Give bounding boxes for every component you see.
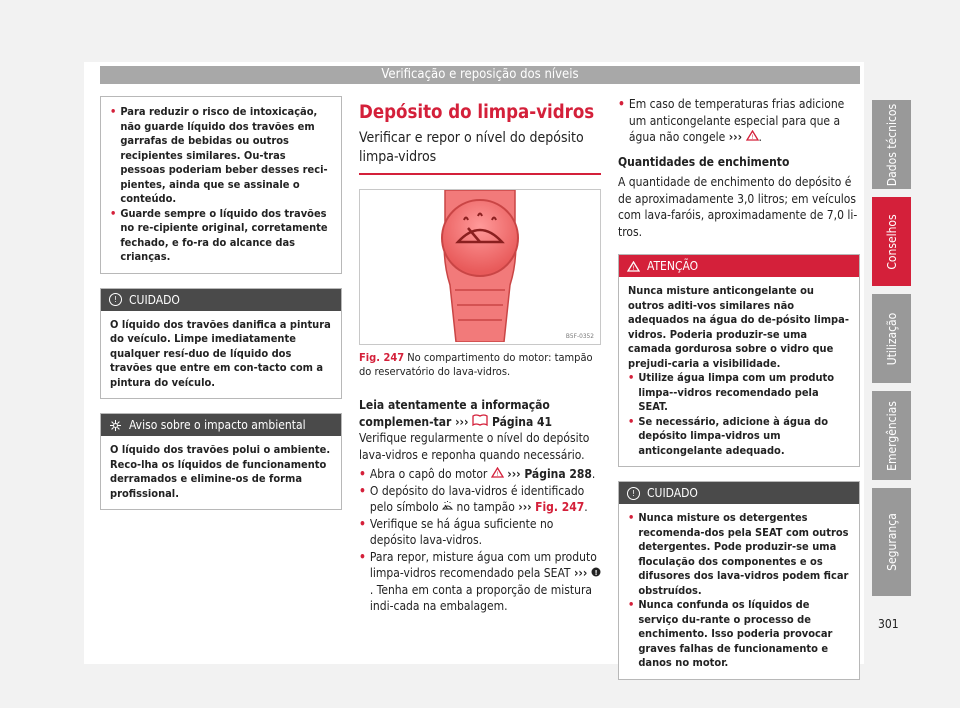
tab-dados-tecnicos[interactable]: Dados técnicos [872,100,911,189]
tab-seguranca[interactable]: Segurança [872,488,911,596]
bullet-icon: • [359,483,366,498]
figure-number: Fig. 247 [359,351,405,364]
bullet-icon: • [359,516,366,531]
intro-text: Leia atentamente a informação complemen-tar ››› Página 41 [359,398,553,429]
bullet-icon: • [110,105,117,118]
bullet-icon: • [359,549,366,564]
tab-emergencias[interactable]: Emergências [872,391,911,480]
section-title: Depósito do limpa-vidros [359,102,595,123]
column-1 [100,96,342,510]
environment-box [100,413,342,510]
environment-header: Aviso sobre o impacto ambiental [101,414,341,436]
bullet-item: • O depósito do lava-vidros é identificado pelo símbolo no tampão ››› Fig. 247. [359,483,588,514]
cuidado-header: ! CUIDADO [101,289,341,311]
figure-247 [359,189,601,345]
bullet-item: • Nunca misture os detergentes recomenda-dos pela SEAT com outros detergentes. Pode produzir-se uma floculação dos componentes e os difusores dos lava-vidros podem ficar obstruídos. [628,511,849,597]
bullet-item: • Nunca confunda os líquidos de serviço du-rante o processo de enchimento. Isso poderia provocar graves falhas de funcionamento e danos no motor. [628,598,833,669]
tab-utilizacao[interactable]: Utilização [872,294,911,383]
bullet-icon: • [359,467,366,481]
warning-continuation-box [100,96,342,274]
page-number: 301 [878,617,899,631]
atencao-box [618,254,860,467]
tab-conselhos[interactable]: Conselhos [872,197,911,286]
bullet-item: • Para reduzir o risco de intoxicação, não guarde líquido dos travões em garrafas de bebidas ou outros recipientes similares. Ou-tras pessoas poderiam beber desses reci-pientes, ainda que se assinale o conteúdo. [110,105,328,205]
svg-text:!: ! [594,569,598,577]
bullet-icon: • [628,371,635,384]
leaf-icon [109,419,122,432]
bullet-item: • Em caso de temperaturas frias adicione um anticongelante especial para que a água não congele ››› ! . [618,97,845,144]
quantities-title: Quantidades de enchimento [618,154,790,169]
bullet-item: • Para repor, misture água com um produto limpa-vidros recomendado pela SEAT ››› ! . Tenha em conta a proporção de mistura indi-cada na embalagem. [359,549,601,615]
figure-code: B5F-0352 [565,332,594,340]
bullet-icon: • [618,97,625,111]
figure-ref-link[interactable]: Fig. 247 [535,500,585,514]
svg-text:!: ! [750,134,754,141]
bullet-icon: • [110,206,117,220]
bullet-icon: • [628,598,635,611]
column-2 [359,96,601,615]
section-subtitle: Verificar e repor o nível do depósito limpa-vidros [359,130,584,165]
column-3 [618,96,860,680]
quantities-text: A quantidade de enchimento do depósito é de aproximadamente 3,0 litros; em veículos com lava-faróis, aproximadamente de 7,0 li-tros. [618,175,858,239]
bullet-item: • Utilize água limpa com um produto limpa--vidros recomendado pela SEAT. [628,371,835,413]
washer-cap-illustration [360,190,600,342]
warning-triangle-icon [627,261,640,272]
body-text: Verifique regularmente o nível do depósito lava-vidros e reponha quando necessário. [359,431,590,462]
cuidado-box [618,481,860,680]
atencao-header: ! ATENÇÃO [619,255,859,277]
svg-text:!: ! [632,264,635,272]
bullet-icon: • [628,414,635,428]
caution-icon: ! [109,293,122,306]
svg-text:!: ! [496,471,499,478]
page-ref-link[interactable]: Página 41 [491,414,553,429]
environment-text: O líquido dos travões polui o ambiente. Reco-lha os líquidos de funcionamento derramados e elimine-os de forma profissional. [110,443,331,500]
warning-triangle-icon [746,130,759,141]
bullet-item: • Abra o capô do motor ! ››› Página 288. [359,467,596,481]
book-icon [472,414,488,426]
cuidado-text: O líquido dos travões danifica a pintura do veículo. Limpe imediatamente qualquer resí-duo de líquido dos travões que entre em con-tacto com a pintura do veículo. [110,317,331,389]
caution-icon: ! [627,487,640,500]
title-divider [359,173,601,175]
bullet-icon: • [628,511,635,524]
cuidado-header: ! CUIDADO [619,482,859,504]
warning-triangle-icon [491,467,504,478]
washer-symbol-icon [442,501,453,511]
bullet-item: • Verifique se há água suficiente no depósito lava-vidros. [359,516,554,547]
info-circle-icon [591,567,601,577]
figure-caption: Fig. 247 No compartimento do motor: tampão do reservatório do lava-vidros. [359,351,593,378]
bullet-item: • Guarde sempre o líquido dos travões no re-cipiente original, corretamente fechado, e fo-ra do alcance das crianças. [110,206,328,263]
page-ref-link[interactable]: ››› Página 288 [507,467,592,481]
bullet-item: • Se necessário, adicione à água do depósito limpa-vidros um anticongelante adequado. [628,414,829,457]
atencao-text: Nunca misture anticongelante ou outros aditi-vos similares não adequados na água do de-pósito limpa-vidros. Poderia produzir-se uma camada gordurosa sobre o vidro que prejudi-caria a visibilidade. [628,284,849,370]
cuidado-box [100,288,342,400]
page-header: Verificação e reposição dos níveis [100,66,860,84]
